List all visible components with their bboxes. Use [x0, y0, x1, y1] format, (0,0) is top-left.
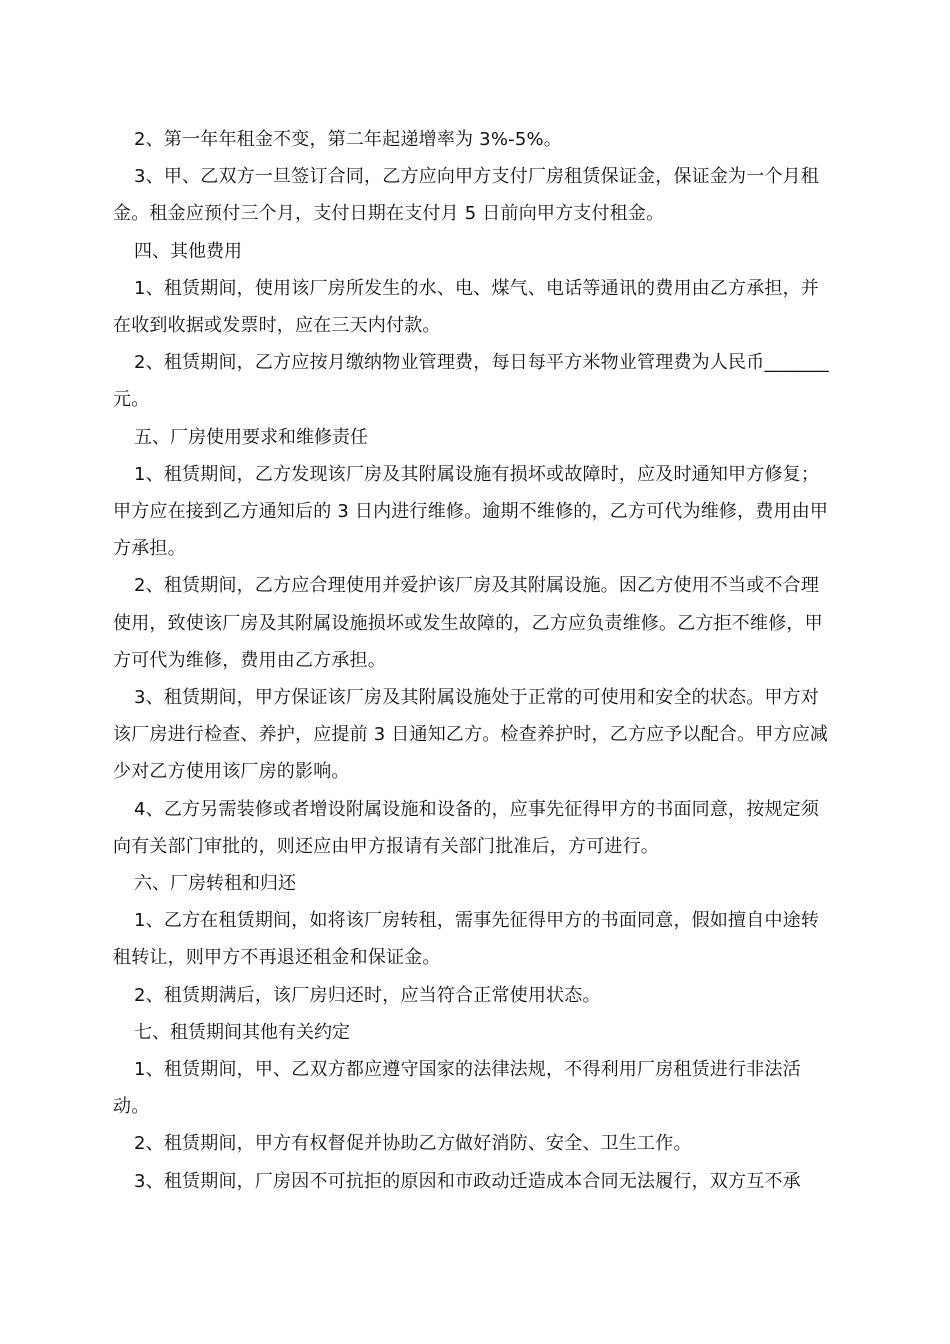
clause-force-majeure: 3、租赁期间，厂房因不可抗拒的原因和市政动迁造成本合同无法履行，双方互不承	[134, 1170, 801, 1192]
clause-rent-increase: 2、第一年年租金不变，第二年起递增率为 3%-5%。	[134, 129, 562, 150]
section-heading-other-fees: 四、其他费用	[134, 240, 242, 262]
clause-return: 2、租赁期满后，该厂房归还时，应当符合正常使用状态。	[134, 984, 601, 1006]
clause-utilities: 1、租赁期间，使用该厂房所发生的水、电、煤气、电话等通讯的费用由乙方承担，并在收到收据或发票时，应在三天内付款。	[113, 277, 820, 337]
clause-repair-notice: 1、租赁期间，乙方发现该厂房及其附属设施有损坏或故障时，应及时通知甲方修复；甲方应在接到乙方通知后的 3 日内进行维修。逾期不维修的，乙方可代为维修，费用由甲方承担。	[113, 463, 829, 560]
clause-safety-guarantee: 3、租赁期间，甲方保证该厂房及其附属设施处于正常的可使用和安全的状态。甲方对该厂房进行检查、养护，应提前 3 日通知乙方。检查养护时，乙方应予以配合。甲方应减少对乙方使用该厂房的影响。	[113, 687, 829, 783]
clause-deposit: 3、甲、乙双方一旦签订合同，乙方应向甲方支付厂房租赁保证金，保证金为一个月租金。租金应预付三个月，支付日期在支付月 5 日前向甲方支付租金。	[113, 166, 820, 225]
section-heading-usage-maintenance: 五、厂房使用要求和维修责任	[134, 426, 368, 448]
section-heading-other-agreements: 七、租赁期间其他有关约定	[134, 1021, 350, 1043]
document-body	[113, 121, 837, 1200]
clause-legal-compliance: 1、租赁期间，甲、乙双方都应遵守国家的法律法规，不得利用厂房租赁进行非法活动。	[113, 1059, 801, 1118]
clause-proper-use: 2、租赁期间，乙方应合理使用并爱护该厂房及其附属设施。因乙方使用不当或不合理使用，致使该厂房及其附属设施损坏或发生故障的，乙方应负责维修。乙方拒不维修，甲方可代为维修，费用由乙方承担。	[113, 575, 823, 671]
clause-renovation: 4、乙方另需装修或者增设附属设施和设备的，应事先征得甲方的书面同意，按规定须向有关部门审批的，则还应由甲方报请有关部门批准后，方可进行。	[113, 798, 820, 857]
section-heading-sublease-return: 六、厂房转租和归还	[134, 873, 296, 895]
clause-sublease: 1、乙方在租赁期间，如将该厂房转租，需事先征得甲方的书面同意，假如擅自中途转租转让，则甲方不再退还租金和保证金。	[113, 910, 820, 969]
clause-property-fee: 2、租赁期间，乙方应按月缴纳物业管理费，每日每平方米物业管理费为人民币_______元。	[113, 352, 829, 411]
clause-fire-safety: 2、租赁期间，甲方有权督促并协助乙方做好消防、安全、卫生工作。	[134, 1133, 692, 1155]
